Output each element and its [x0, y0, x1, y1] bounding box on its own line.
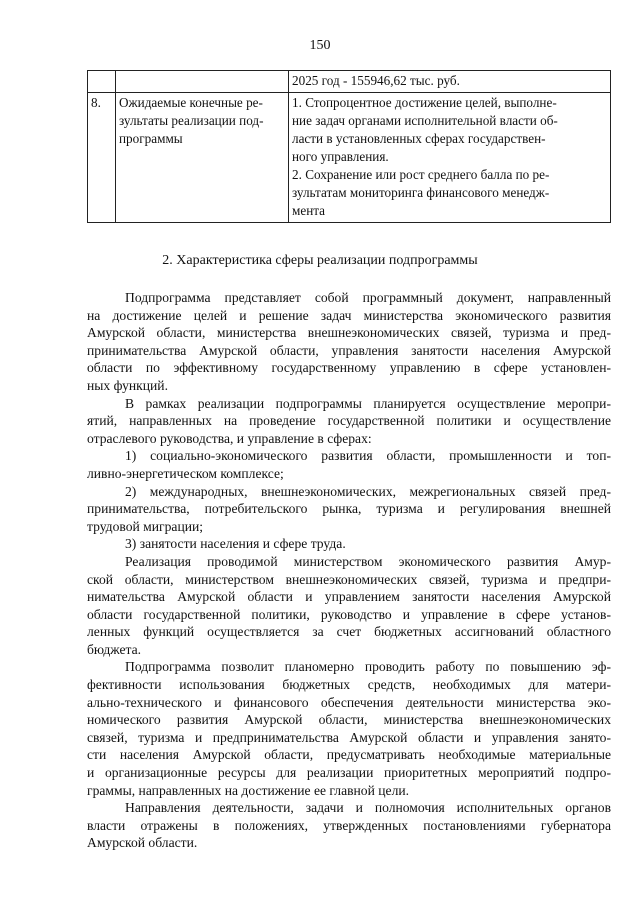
paragraph [87, 483, 611, 536]
text-line: отраслевого руководства, и управление в сферах: [87, 430, 372, 446]
text-line: трудовой миграции; [87, 518, 204, 534]
text-line: связей, туризма и предпринимательства Амурской области и управления занято- [87, 729, 611, 745]
text-line: 1) социально-экономического развития области, промышленности и топ- [125, 448, 611, 464]
text-line: бюджета. [87, 641, 142, 657]
cell-line: 1. Стопроцентное достижение целей, выполне- [292, 95, 557, 110]
cell-line: зультаты реализации под- [119, 113, 264, 128]
paragraph [87, 553, 611, 659]
text-line: Подпрограмма позволит планомерно проводить работу по повышению эф- [125, 659, 611, 675]
section-heading: 2. Характеристика сферы реализации подпрограммы [162, 253, 478, 268]
paragraph [87, 447, 611, 482]
text-line: области государственной политики, руководство и управление в сфере установ- [87, 606, 611, 622]
text-line: области по эффективному государственному управлению в сфере установлен- [87, 360, 611, 376]
cell-line: ного управления. [292, 149, 389, 164]
paragraph [87, 535, 611, 553]
text-line: граммы, направленных на достижение ее главной цели. [87, 782, 410, 798]
text-line: ятий, направленных на проведение государственной политики и осуществление [87, 413, 611, 429]
text-line: 3) занятости населения и сфере труда. [125, 536, 346, 552]
text-line: фективности использования бюджетных средств, необходимых для матери- [87, 677, 611, 693]
text-line: номического развития Амурской области, министерства внешнеэкономических [87, 712, 611, 728]
text-line: Амурской области. [87, 835, 198, 851]
text-line: ально-технического и финансового обеспечения деятельности министерства эко- [87, 694, 611, 710]
cell-line: 2. Сохранение или рост среднего балла по ре- [292, 167, 550, 182]
text-line: ской области, министерством внешнеэкономических связей, туризма и предпри- [87, 571, 611, 587]
text-line: ных функций. [87, 377, 168, 393]
body-text [87, 289, 611, 852]
text-line: Амурской области, министерства внешнеэкономических связей, туризма и пред- [87, 325, 611, 341]
text-line: Подпрограмма представляет собой программный документ, направленный [125, 290, 611, 305]
funding-value-cell: 2025 год - 155946,62 тыс. руб. [289, 71, 611, 93]
text-line: сти населения Амурской области, предусматривать необходимые материальные [87, 747, 611, 763]
row-number-cell: 8. [88, 93, 116, 223]
text-line: на достижение целей и решение задач министерства экономического развития [87, 307, 611, 323]
text-line: нимательства Амурской области и управлением занятости населения Амурской [87, 589, 611, 605]
text-line: Направления деятельности, задачи и полномочия исполнительных органов [125, 800, 611, 816]
cell-line: ласти в установленных сферах государствен- [292, 131, 546, 146]
row-number-cell [88, 71, 116, 93]
cell-line: ние задач органами исполнительной власти об- [292, 113, 558, 128]
paragraph [87, 658, 611, 799]
text-line: власти отражены в положениях, утвержденных постановлениями губернатора [87, 817, 611, 833]
table-row [88, 71, 611, 93]
cell-line: мента [292, 203, 326, 218]
text-line: Реализация проводимой министерством экономического развития Амур- [125, 553, 611, 569]
row-name-cell [116, 71, 289, 93]
text-line: ленных функций осуществляется за счет бюджетных ассигнований областного [87, 624, 611, 640]
expected-results-value-cell [289, 93, 611, 223]
text-line: В рамках реализации подпрограммы планируется осуществление меропри- [125, 395, 611, 411]
paragraph [87, 395, 611, 448]
cell-line: зультатам мониторинга финансового менедж- [292, 185, 550, 200]
text-line: и организационные ресурсы для реализации приоритетных мероприятий подпро- [87, 765, 611, 781]
text-line: принимательства, потребительского рынка, туризма и регулирования внешней [87, 501, 611, 517]
table-row [88, 93, 611, 223]
paragraph [87, 799, 611, 852]
paragraph [87, 289, 611, 395]
cell-line: Ожидаемые конечные ре- [119, 95, 263, 110]
text-line: ливно-энергетическом комплексе; [87, 465, 284, 481]
program-passport-table [87, 70, 611, 223]
text-line: принимательства Амурской области, управления занятости населения Амурской [87, 342, 611, 358]
text-line: 2) международных, внешнеэкономических, межрегиональных связей пред- [125, 483, 611, 499]
cell-line: программы [119, 131, 183, 146]
page-number: 150 [309, 38, 331, 53]
expected-results-label-cell [116, 93, 289, 223]
